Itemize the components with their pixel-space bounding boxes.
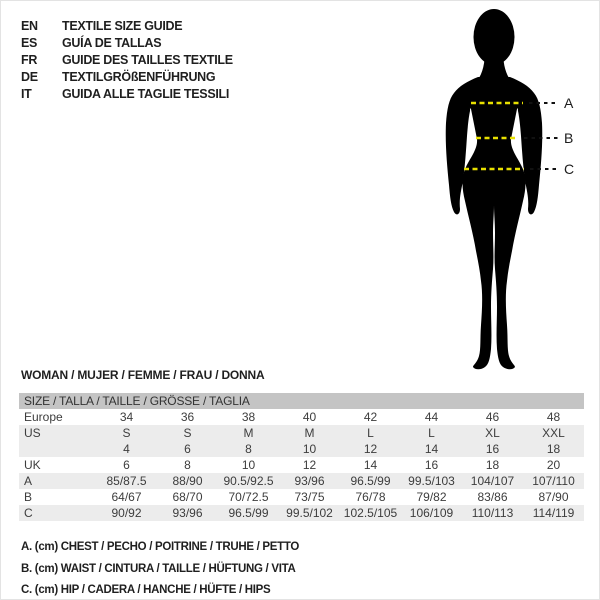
size-cell: 4 [123, 442, 130, 456]
size-cell: XXL [542, 426, 565, 440]
size-cell: 44 [424, 410, 439, 424]
size-cell: 93/96 [172, 506, 203, 520]
legend-line-chest: A. (cm) CHEST / PECHO / POITRINE / TRUHE / PETTO [21, 541, 300, 553]
language-row [21, 34, 233, 51]
table-row-waist [19, 489, 584, 505]
size-cell: 18 [485, 458, 500, 472]
marker-label-chest: A [564, 95, 574, 111]
language-title: TEXTILGRÖßENFÜHRUNG [62, 69, 216, 84]
size-cell: 90/92 [111, 506, 142, 520]
size-cell: XL [485, 426, 500, 440]
size-cell: 14 [424, 442, 439, 456]
language-code: IT [21, 86, 32, 101]
language-row [21, 68, 233, 85]
size-cell: 12 [363, 442, 378, 456]
table-row-chest [19, 473, 584, 489]
size-cell: L [428, 426, 435, 440]
row-label: B [24, 490, 33, 504]
size-cell: 106/109 [409, 506, 454, 520]
row-label [19, 441, 96, 457]
size-cell: 12 [302, 458, 317, 472]
size-cell: M [243, 426, 254, 440]
woman-silhouette-figure [381, 1, 600, 381]
size-cell: 79/82 [416, 490, 447, 504]
size-cell: 90.5/92.5 [223, 474, 274, 488]
language-row [21, 17, 233, 34]
language-title: GUIDE DES TAILLES TEXTILE [62, 52, 233, 67]
language-title: GUIDA ALLE TAGLIE TESSILI [62, 86, 230, 101]
table-row-hip [19, 505, 584, 521]
size-cell: 46 [485, 410, 500, 424]
size-cell: 114/119 [532, 506, 575, 520]
language-title-list [21, 17, 233, 102]
row-label: A [24, 474, 33, 488]
size-cell: 88/90 [172, 474, 203, 488]
size-cell: 10 [241, 458, 256, 472]
size-cell: 64/67 [111, 490, 142, 504]
language-title: TEXTILE SIZE GUIDE [62, 18, 183, 33]
size-table [19, 393, 584, 521]
size-cell: 48 [546, 410, 561, 424]
size-cell: 40 [302, 410, 317, 424]
language-code: DE [21, 69, 38, 84]
row-label: C [24, 506, 33, 520]
size-cell: 96.5/99 [228, 506, 269, 520]
size-cell: 34 [119, 410, 134, 424]
size-cell: 16 [485, 442, 500, 456]
marker-label-waist: B [564, 130, 574, 146]
language-title: GUÍA DE TALLAS [62, 35, 162, 50]
size-cell: 85/87.5 [106, 474, 147, 488]
legend-line-hip: C. (cm) HIP / CADERA / HANCHE / HÜFTE / HIPS [21, 584, 271, 596]
size-cell: 20 [546, 458, 561, 472]
size-cell: 18 [546, 442, 561, 456]
size-cell: 42 [363, 410, 378, 424]
size-cell: 14 [363, 458, 378, 472]
table-row-europe [19, 409, 584, 425]
legend-line-waist: B. (cm) WAIST / CINTURA / TAILLE / HÜFTUNG / VITA [21, 562, 296, 575]
language-code: ES [21, 35, 38, 50]
size-cell: S [122, 426, 131, 440]
size-cell: 38 [241, 410, 256, 424]
size-cell: 68/70 [172, 490, 203, 504]
size-cell: 6 [123, 458, 130, 472]
size-cell: 76/78 [355, 490, 386, 504]
table-header-row [19, 393, 584, 409]
size-cell: 10 [302, 442, 317, 456]
table-row-us-letter [19, 425, 584, 441]
size-cell: 104/107 [470, 474, 515, 488]
row-label: US [24, 426, 41, 440]
size-cell: 8 [245, 442, 252, 456]
size-cell: 107/110 [532, 474, 575, 488]
language-row [21, 85, 233, 102]
table-header-label: SIZE / TALLA / TAILLE / GRÖSSE / TAGLIA [19, 393, 584, 409]
row-label: Europe [24, 410, 63, 424]
size-cell: 110/113 [471, 506, 514, 520]
size-cell: 36 [180, 410, 195, 424]
size-cell: 8 [184, 458, 191, 472]
language-row [21, 51, 233, 68]
measurement-legend [21, 537, 299, 600]
section-title: WOMAN / MUJER / FEMME / FRAU / DONNA [21, 368, 265, 382]
size-cell: 70/72.5 [228, 490, 269, 504]
size-cell: 6 [184, 442, 191, 456]
size-cell: 102.5/105 [343, 506, 398, 520]
table-row-us-number [19, 441, 584, 457]
row-label: UK [24, 458, 41, 472]
size-cell: 96.5/99 [350, 474, 391, 488]
size-cell: 93/96 [294, 474, 325, 488]
size-cell: 83/86 [477, 490, 508, 504]
size-cell: 99.5/103 [408, 474, 455, 488]
size-cell: M [304, 426, 315, 440]
size-cell: S [183, 426, 192, 440]
size-cell: 16 [424, 458, 439, 472]
table-row-uk [19, 457, 584, 473]
size-cell: 99.5/102 [286, 506, 333, 520]
size-cell: 73/75 [294, 490, 325, 504]
marker-label-hip: C [564, 161, 575, 177]
size-cell: L [367, 426, 374, 440]
language-code: FR [21, 52, 38, 67]
language-code: EN [21, 18, 38, 33]
size-cell: 87/90 [538, 490, 569, 504]
